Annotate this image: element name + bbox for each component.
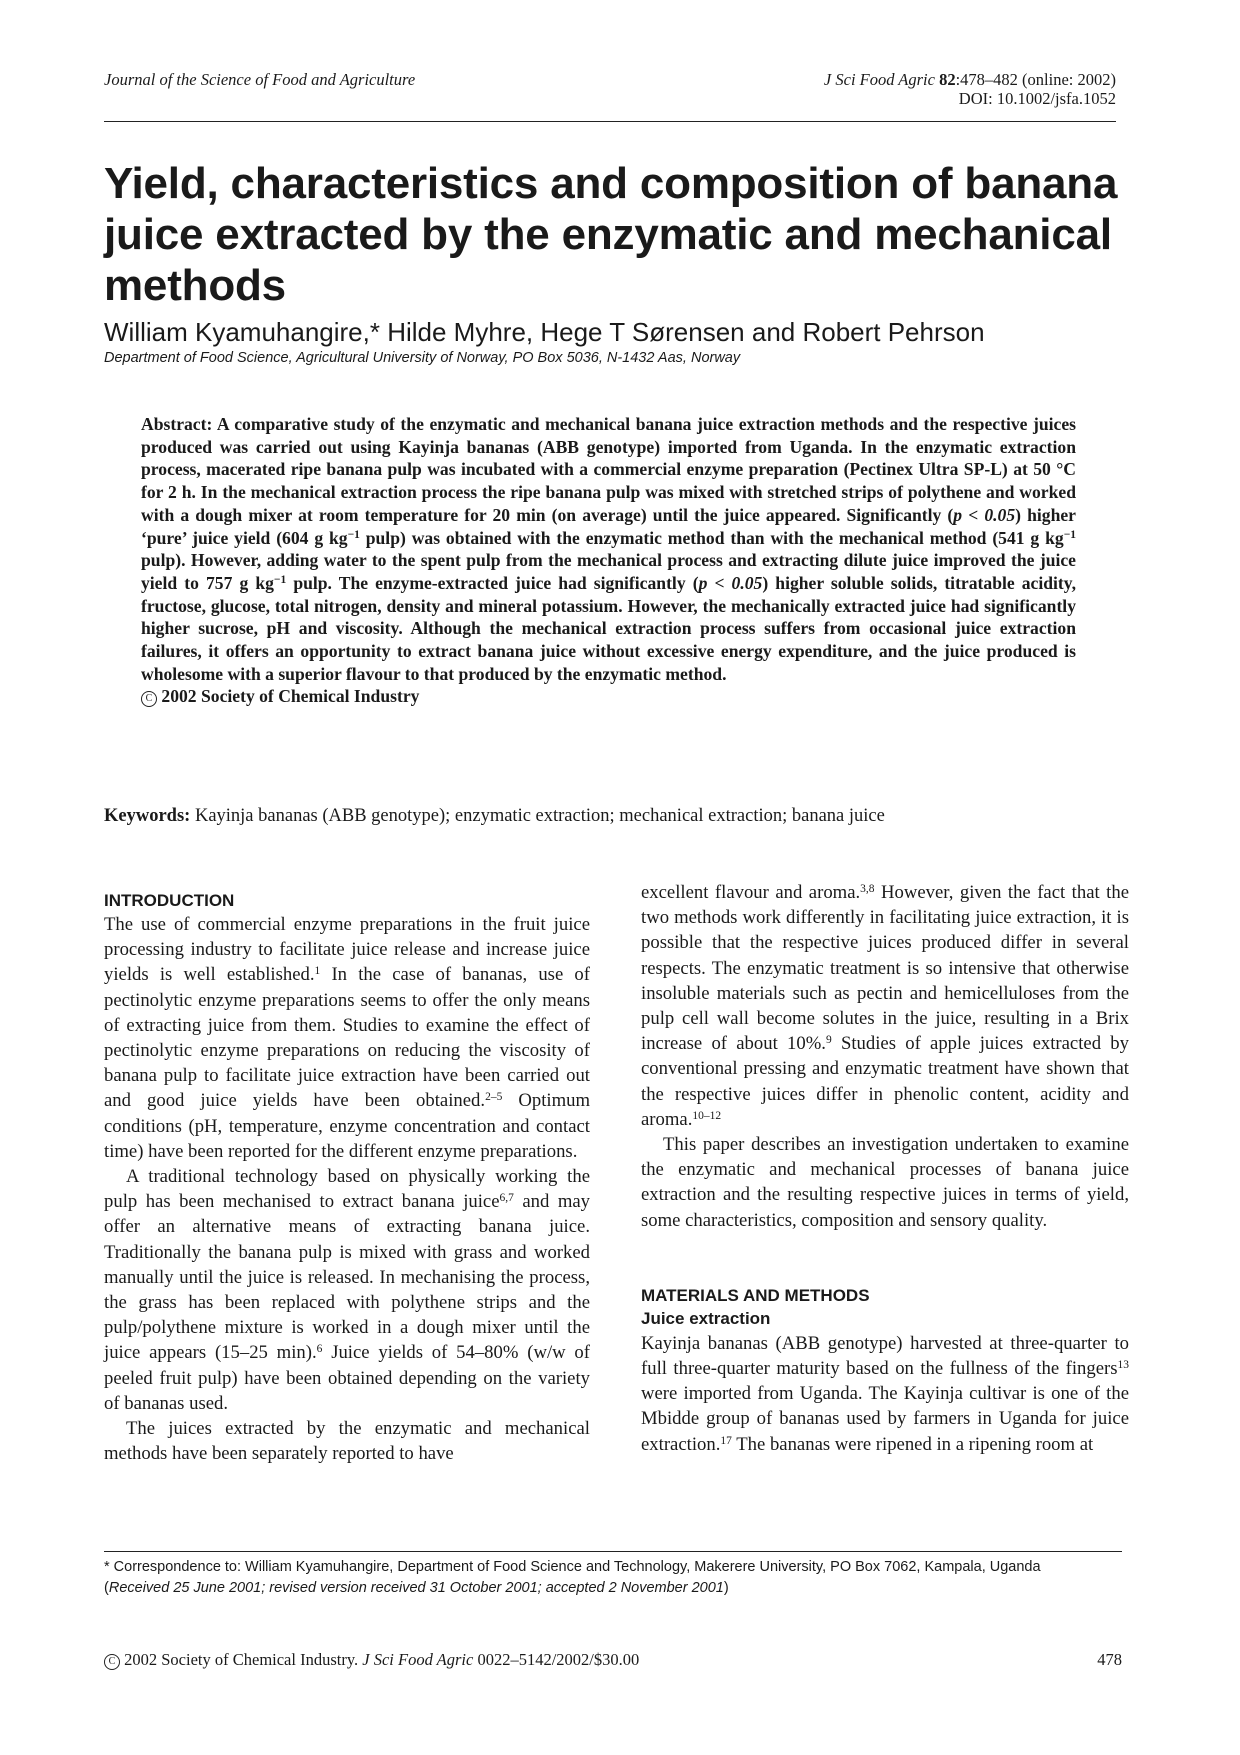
abstract-copyright-text: 2002 Society of Chemical Industry bbox=[161, 686, 420, 707]
footer-journal: J Sci Food Agric bbox=[362, 1650, 474, 1669]
reference-link[interactable]: 10–12 bbox=[692, 1109, 722, 1122]
abstract-superscript: −1 bbox=[273, 573, 287, 586]
reference-link[interactable]: 6 bbox=[316, 1343, 323, 1356]
paragraph bbox=[641, 880, 1129, 1132]
paragraph-text: and may offer an alternative means of extracting banana juice. Traditionally the banana pulp is mixed with grass and worked manually until the juice is released. In mechanising the process, the grass has been replaced with polythene strips and the pulp/polythene mixture is worked in a dough mixer until the juice appears (15–25 min). bbox=[104, 1191, 590, 1364]
paragraph-text: were imported from Uganda. The Kayinja cultivar is one of the Mbidde group of bananas used by farmers in Uganda for juice extraction. bbox=[641, 1383, 1129, 1455]
correspondence: * Correspondence to: William Kyamuhangire, Department of Food Science and Technology, Makerere University, PO Box 7062, Kampala, Uganda bbox=[104, 1559, 1041, 1575]
paragraph-text: Kayinja bananas (ABB genotype) harvested at three-quarter to full three-quarter maturity based on the fullness of the fingers bbox=[641, 1332, 1129, 1380]
paragraph-text: Studies of apple juices extracted by conventional pressing and enzymatic treatment have shown that the respective juices differ in phenolic content, acidity and aroma. bbox=[641, 1033, 1129, 1130]
paren-open: ( bbox=[104, 1580, 109, 1596]
citation-pages: :478–482 (online: 2002) bbox=[955, 70, 1116, 89]
paragraph-text: The use of commercial enzyme preparations in the fruit juice processing industry to facilitate juice release and increase juice yields is well established. bbox=[104, 914, 590, 986]
abstract-copyright bbox=[141, 685, 1076, 708]
abstract-text: ) higher ‘pure’ juice yield (604 g kg bbox=[141, 504, 1076, 548]
abstract-text: pulp) was obtained with the enzymatic method than with the mechanical method (541 g kg bbox=[359, 527, 1064, 548]
reference-link[interactable]: 13 bbox=[1117, 1359, 1129, 1372]
reference-link[interactable]: 3,8 bbox=[860, 883, 875, 895]
paragraph-text: Optimum conditions (pH, temperature, enzyme concentration and contact time) have been reported for the different enzyme preparations. bbox=[104, 1090, 590, 1162]
paragraph-text: The bananas were ripened in a ripening room at bbox=[731, 1433, 1094, 1455]
citation-line bbox=[824, 70, 1116, 89]
affiliation: Department of Food Science, Agricultural University of Norway, PO Box 5036, N-1432 Aas, Norway bbox=[104, 350, 741, 366]
paragraph-text: A traditional technology based on physically working the pulp has been mechanised to extract banana juice bbox=[104, 1166, 590, 1213]
subheading-juice-extraction: Juice extraction bbox=[641, 1308, 771, 1328]
copyright-icon: C bbox=[141, 691, 157, 707]
reference-link[interactable]: 1 bbox=[314, 965, 321, 978]
footer-copyright bbox=[104, 1650, 639, 1670]
abstract-text: pulp. The enzyme-extracted juice had significantly ( bbox=[286, 572, 699, 593]
keywords-label: Keywords: bbox=[104, 806, 191, 826]
abstract-superscript: −1 bbox=[1063, 528, 1076, 541]
received-text: Received 25 June 2001; revised version received 31 October 2001; accepted 2 November 2001 bbox=[108, 1580, 724, 1596]
citation-journal: J Sci Food Agric bbox=[823, 70, 935, 89]
abstract-text: pulp). However, adding water to the spent pulp from the mechanical process and extracting dilute juice improved the juice yield to 757 g kg bbox=[141, 550, 1076, 593]
footer-copyright-text: 2002 Society of Chemical Industry. bbox=[120, 1650, 363, 1669]
paragraph: The juices extracted by the enzymatic and mechanical methods have been separately reported to have bbox=[104, 1418, 590, 1465]
citation bbox=[824, 70, 1116, 108]
left-column bbox=[104, 890, 590, 1466]
paren-close: ) bbox=[723, 1580, 729, 1596]
paragraph: This paper describes an investigation undertaken to examine the enzymatic and mechanical processes of banana juice extraction and the resulting respective juices in terms of yield, some characteristics, composition and sensory quality. bbox=[641, 1134, 1129, 1231]
reference-link[interactable]: 2–5 bbox=[485, 1091, 503, 1104]
paragraph-text: In the case of bananas, use of pectinolytic enzyme preparations seems to offer the only means of extracting juice from them. Studies to examine the effect of pectinolytic enzyme preparations on reducing the viscosity of banana pulp to facilitate juice extraction have been carried out and good juice yields have been obtained. bbox=[104, 964, 590, 1112]
journal-name: Journal of the Science of Food and Agriculture bbox=[104, 70, 416, 89]
doi[interactable]: DOI: 10.1002/jsfa.1052 bbox=[958, 89, 1116, 108]
footnote bbox=[104, 1557, 1122, 1599]
page-number: 478 bbox=[1097, 1650, 1122, 1669]
footnote-rule bbox=[104, 1551, 1122, 1552]
section-heading-introduction: INTRODUCTION bbox=[104, 891, 235, 910]
abstract-significance: p < 0.05 bbox=[953, 504, 1016, 525]
abstract bbox=[141, 413, 1076, 708]
abstract-text: ) higher soluble solids, titratable acidity, fructose, glucose, total nitrogen, density and mineral potassium. However, the mechanically extracted juice had significantly higher sucrose, pH and viscosity. Although the mechanical extraction process suffers from occasional juice extraction failures, it offers an opportunity to extract banana juice without excessive energy expenditure, and the juice produced is wholesome with a superior flavour to that produced by the enzymatic method. bbox=[141, 572, 1076, 684]
paragraph bbox=[104, 912, 590, 1164]
paragraph bbox=[641, 1331, 1129, 1457]
section-heading-methods: MATERIALS AND METHODS bbox=[641, 1285, 870, 1305]
footer-issn: 0022–5142/2002/$30.00 bbox=[473, 1650, 640, 1669]
paragraph-text: excellent flavour and aroma. bbox=[641, 882, 861, 903]
keywords-text: Kayinja bananas (ABB genotype); enzymatic extraction; mechanical extraction; banana juice bbox=[190, 806, 885, 826]
abstract-text: Abstract: A comparative study of the enzymatic and mechanical banana juice extraction methods and the respective juices produced was carried out using Kayinja bananas (ABB genotype) imported from Uganda. In the enzymatic extraction process, macerated ripe banana pulp was incubated with a commercial enzyme preparation (Pectinex Ultra SP-L) at 50 °C for 2 h. In the mechanical extraction process the ripe banana pulp was mixed with stretched strips of polythene and worked with a dough mixer at room temperature for 20 min (on average) until the juice appeared. Significantly ( bbox=[141, 414, 1076, 525]
citation-volume: 82 bbox=[939, 70, 956, 89]
paper-title: Yield, characteristics and composition of banana juice extracted by the enzymatic and mechanical methods bbox=[104, 159, 1118, 310]
reference-link[interactable]: 17 bbox=[720, 1434, 732, 1447]
reference-link[interactable]: 9 bbox=[825, 1034, 832, 1047]
paragraph-text: However, given the fact that the two methods work differently in facilitating juice extraction, it is possible that the respective juices produced differ in several respects. The enzymatic treatment is so intensive that otherwise insoluble materials such as pectin and hemicelluloses from the pulp cell wall become solutes in the juice, resulting in a Brix increase of about 10%. bbox=[641, 882, 1129, 1055]
paragraph-text: Juice yields of 54–80% (w/w of peeled fruit pulp) have been obtained depending on the variety of bananas used. bbox=[104, 1342, 590, 1414]
received-dates bbox=[104, 1578, 1122, 1599]
authors: William Kyamuhangire,* Hilde Myhre, Hege T Sørensen and Robert Pehrson bbox=[104, 317, 985, 347]
right-column bbox=[641, 880, 1129, 1457]
header-rule bbox=[104, 121, 1116, 122]
paragraph bbox=[104, 1164, 590, 1416]
reference-link[interactable]: 6,7 bbox=[499, 1192, 514, 1205]
abstract-superscript: −1 bbox=[347, 528, 360, 541]
keywords bbox=[104, 806, 885, 827]
copyright-icon: C bbox=[104, 1654, 120, 1670]
abstract-significance: p < 0.05 bbox=[698, 572, 763, 593]
spacer bbox=[641, 1233, 1129, 1285]
